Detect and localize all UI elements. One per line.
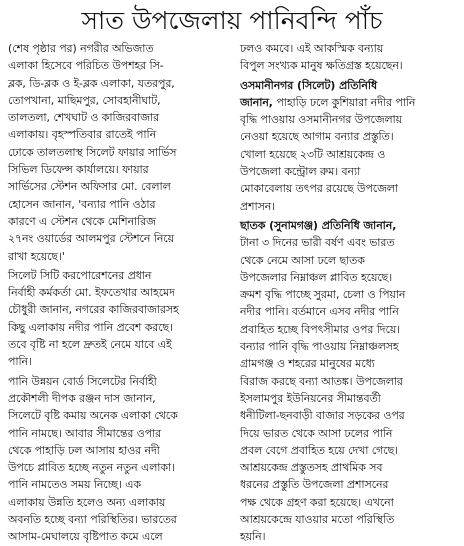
text-line: সিলেটে বৃষ্টি কমায় অনেক এলাকা থেকে	[8, 409, 178, 423]
text-line: দিয়ে ভারত থেকে আসা ঢলের পানি	[240, 426, 393, 440]
text-line: পানি।	[8, 355, 32, 369]
right-para-3-body	[240, 234, 458, 545]
text-line: হোসেন জানান, 'বন্যার পানি ওঠার	[8, 197, 156, 211]
dateline-osmaninagar: ওসমানীনগর (সিলেট) প্রতিনিধি	[240, 78, 377, 92]
right-para-1	[240, 40, 458, 75]
text-line: প্রকৌশলী দীপক রঞ্জন দাস জানান,	[8, 391, 156, 405]
text-line: মোকাবেলায় তৎপর রয়েছে উপজেলা	[240, 182, 398, 196]
text-line: সিলেট সিটি করপোরেশনের প্রধান	[8, 268, 152, 282]
dateline-chhatak: ছাতক (সুনামগঞ্জ) প্রতিনিধি জানান,	[240, 218, 397, 232]
text-line: পানি নামছে। আবার সীমান্তের ওপার	[8, 426, 162, 440]
text-line: প্রবল বেগে প্রবাহিত হয়ে দেখা গেছে।	[240, 443, 398, 457]
text-line: অবনতি হচ্ছে বন্যা পরিস্থিতির। ভারতের	[8, 513, 177, 527]
text-line: থেকে নেমে আসা ঢলে ছাতক	[240, 253, 365, 267]
left-para-1	[8, 40, 226, 265]
left-para-3	[8, 373, 226, 546]
text-line: বৃদ্ধি পাওয়ায় ওসমানীনগর উপজেলায়	[240, 113, 403, 127]
text-line: ঢলও কমবে। এই আকস্মিক বন্যায়	[240, 42, 384, 55]
text-line: পক্ষ থেকে গ্রহণ করা হয়েছে। এখনো	[240, 495, 394, 509]
text-line: আসাম-মেঘালয়ে বৃষ্টিপাত কমে এলে	[8, 530, 163, 544]
text-line: কিছু এলাকায় নদীর পানি প্রবেশ করছে।	[8, 320, 173, 334]
text-line: ক্রমশ বৃদ্ধি পাচ্ছে সুরমা, চেলা ও পিয়ান	[240, 288, 406, 302]
text-line: বন্যার পানি বৃদ্ধি পাওয়ায় নিম্নাঞ্চলসহ	[240, 340, 399, 354]
text-line: এলাকায় উন্নতি হলেও অন্য এলাকায়	[8, 495, 166, 509]
text-line: রাখা হয়েছে।'	[8, 249, 65, 263]
article-columns	[8, 40, 458, 544]
text-line: গ্রামগঞ্জ ও শহরের মানুষের মধ্যে	[240, 357, 375, 371]
right-column	[240, 40, 458, 544]
right-para-3	[240, 217, 458, 546]
text-line: ২৭নং ওয়ার্ডের আলমপুর স্টেশনে নিয়ে	[8, 232, 175, 246]
text-line: তবে বৃষ্টি না হলে দ্রুতই নেমে যাবে এই	[8, 338, 172, 352]
text-line: পানি উন্নয়ন বোর্ড সিলেটের নির্বাহী	[8, 374, 157, 388]
text-line: সার্ভিসের স্টেশন অফিসার মো. বেলাল	[8, 180, 171, 194]
text-line: (শেষ পৃষ্ঠার পর) নগরীর অভিজাত	[8, 42, 154, 55]
text-line: উপজেলার নিম্নাঞ্চল প্লাবিত হয়েছে।	[240, 270, 393, 284]
text-line: টানা ৩ দিনের ভারী বর্ষণ এবং ভারত	[240, 236, 395, 250]
page-headline: সাত উপজেলায় পানিবন্দি পাঁচ	[81, 6, 383, 35]
text-line: প্রশাসন।	[240, 199, 276, 213]
text-line: বিরাজ করছে বন্যা আতঙ্ক। উপজেলার	[240, 374, 403, 388]
text-line: কারণে এ স্টেশন থেকে মেশিনারিজ	[8, 214, 156, 228]
text-line: উপজেলা কন্ট্রোল রুম। বন্যা	[240, 165, 361, 179]
text-line: ধনীটিলা-ছনবাড়ী বাজার সড়কের ওপর	[240, 409, 405, 423]
right-para-2-body	[240, 111, 458, 215]
left-para-2	[8, 267, 226, 371]
text-line: ব্লক, ডি-ব্লক ও ই-ব্লক এলাকা, যতরপুর,	[8, 76, 175, 90]
text-line: আশ্রয়কেন্দ্রে যাওয়ার মতো পরিস্থিতি	[240, 513, 395, 527]
left-column	[8, 40, 226, 544]
text-line: ধরনের প্রস্তুতি উপজেলা প্রশাসনের	[240, 478, 389, 492]
text-line: আশ্রয়কেন্দ্র প্রস্তুতসহ প্রাথমিক সব	[240, 461, 383, 475]
text-line: বিপুল সংখ্যক মানুষ ক্ষতিগ্রস্ত হয়েছেন।	[240, 59, 403, 73]
text-line: খোলা হয়েছে ২৩টি আশ্রয়কেন্দ্র ও	[240, 147, 386, 161]
text-line: উপচে প্লাবিত হচ্ছে নতুন নতুন এলাকা।	[8, 461, 175, 475]
text-line: তোপখানা, মাছিমপুর, সোবহানীঘাট,	[8, 93, 161, 107]
text-line: হয়নি।	[240, 530, 266, 544]
text-line: পানি নামতেও সময় নিচ্ছে। এক	[8, 478, 141, 492]
para2-first-line: পাহাড়ি ঢলে কুশিয়ারা নদীর পানি	[272, 95, 416, 109]
text-line: নেওয়া হয়েছে আগাম বন্যার প্রস্তুতি।	[240, 130, 394, 144]
text-line: থেকে পাহাড়ি ঢল আসায় হাওর নদী	[8, 443, 160, 457]
dateline-osmaninagar-cont	[240, 94, 458, 111]
right-para-2	[240, 77, 458, 215]
text-line: চৌধুরী জানান, নগরের কাজিরবাজারসহ	[8, 303, 179, 317]
text-line: ঢোকে তালতলাস্থ সিলেট ফায়ার সার্ভিস	[8, 145, 177, 159]
text-line: নির্বাহী কর্মকর্তা মো. ইফতেখার আহমেদ	[8, 286, 175, 300]
dateline-osmaninagar-suffix: জানান,	[240, 95, 273, 109]
text-line: তালতলা, শেখঘাট ও কাজিরবাজার	[8, 111, 160, 125]
text-line: সিভিল ডিফেন্স কার্যালয়ে। ফায়ার	[8, 163, 149, 177]
text-line: নদীর পানি। বর্তমানে এসব নদীর পানি	[240, 305, 399, 319]
text-line: ইসলামপুর ইউনিয়নের সীমান্তবর্তী	[240, 391, 381, 405]
text-line: প্রবাহিত হচ্ছে বিপৎসীমার ওপর দিয়ে।	[240, 322, 401, 336]
text-line: এলাকায়। বৃহস্পতিবার রাতেই পানি	[8, 128, 157, 142]
text-line: এলাকা হিসেবে পরিচিত উপশহর সি-	[8, 59, 164, 73]
